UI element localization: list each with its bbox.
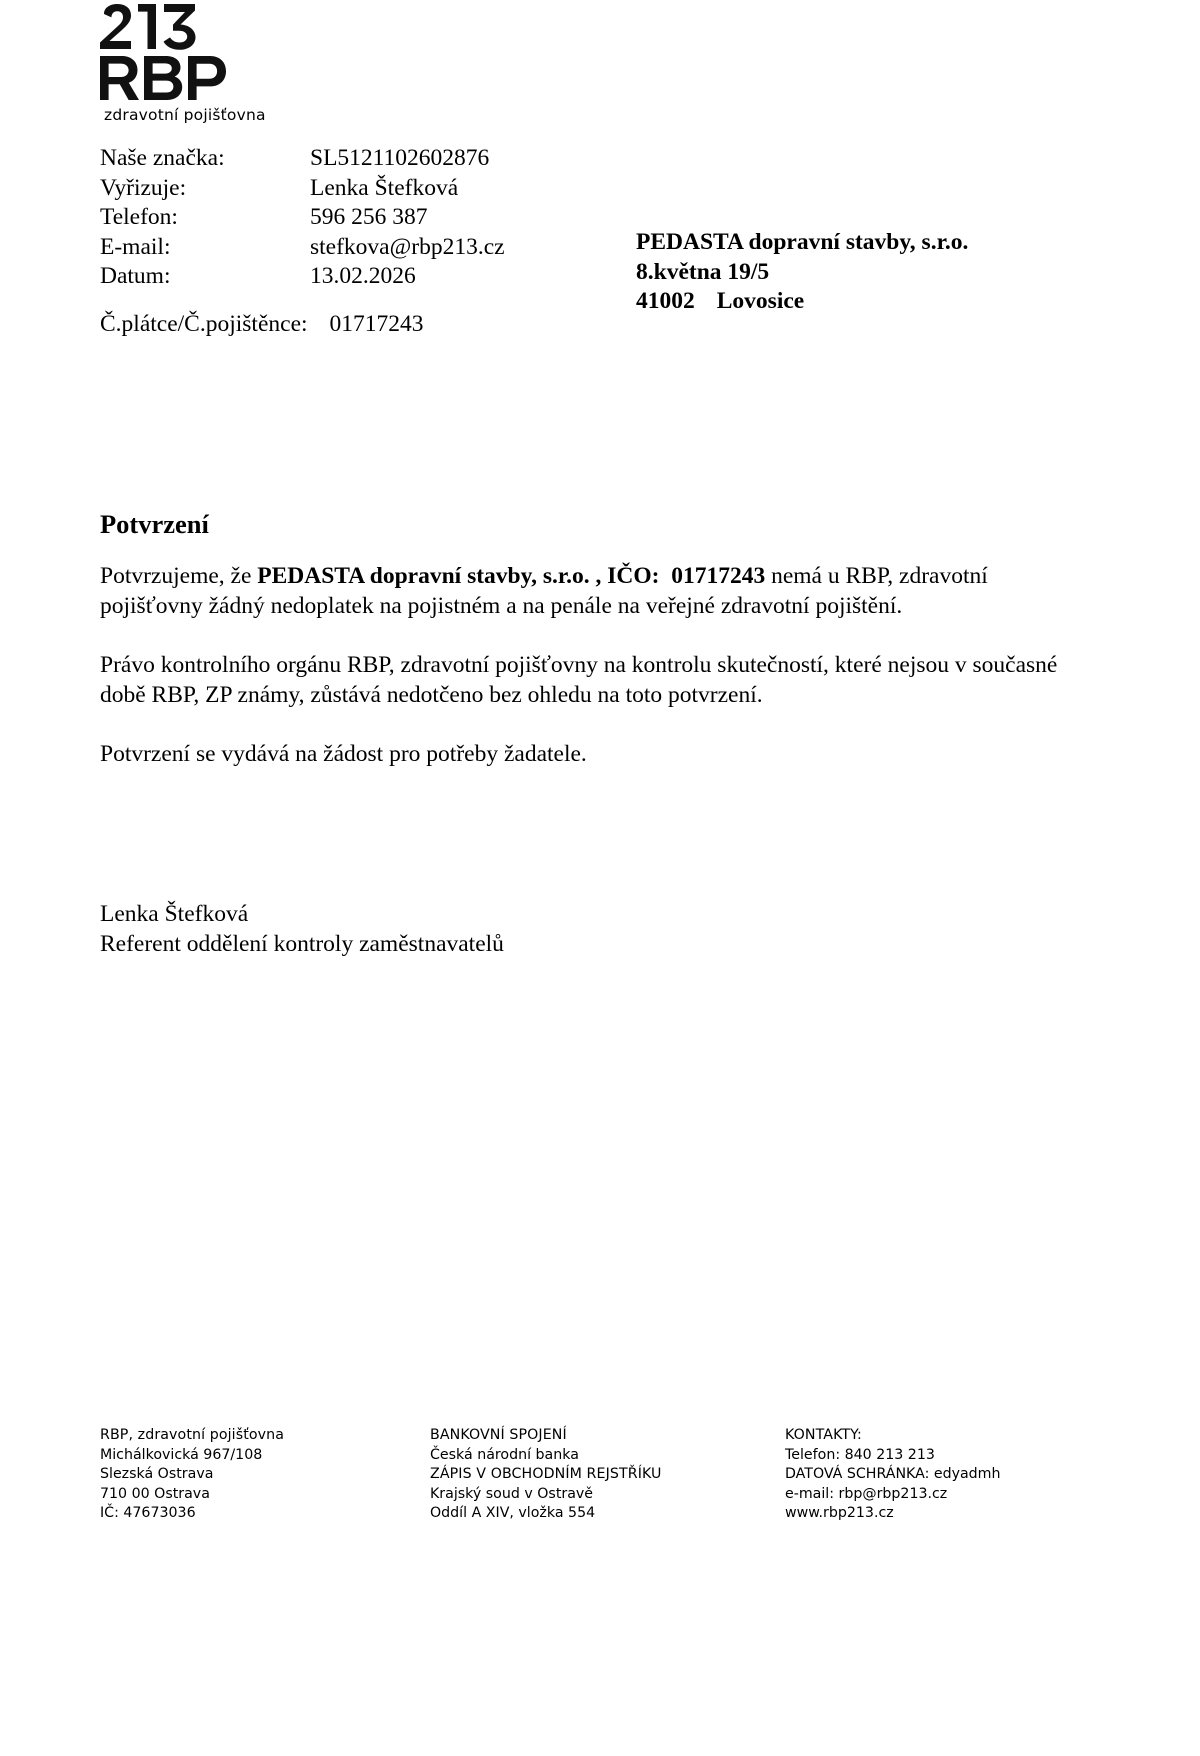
footer-company-district: Slezská Ostrava [100, 1466, 214, 1483]
footer-company-name: RBP, zdravotní pojišťovna [100, 1427, 285, 1443]
footer-contact-web: www.rbp213.cz [785, 1505, 894, 1522]
meta-label-date: Datum: [100, 263, 171, 289]
payer-number-label: Č.plátce/Č.pojištěnce: [100, 311, 308, 337]
letter-metadata [100, 144, 620, 292]
meta-row-reference [100, 144, 620, 174]
recipient-city-line [636, 287, 968, 317]
meta-label-phone: Telefon: [100, 204, 178, 230]
recipient-street: 8.května 19/5 [636, 258, 770, 285]
paragraph-purpose: Potvrzení se vydává na žádost pro potřeby žadatele. [100, 741, 587, 767]
paragraph1-tail: nemá u RBP, zdravotní pojišťovny žádný nedoplatek na pojistném a na penále na veřejné zdravotní pojištění. [100, 563, 988, 619]
meta-label-email: E-mail: [100, 233, 171, 260]
footer-company-ico: IČ: 47673036 [100, 1505, 196, 1522]
footer-column-banking [430, 1426, 785, 1524]
payer-number-value: 01717243 [329, 311, 424, 337]
meta-row-email [100, 233, 620, 263]
paragraph-confirmation [100, 562, 1090, 621]
meta-row-handler [100, 174, 620, 204]
company-logo [100, 4, 330, 124]
meta-row-phone [100, 203, 620, 233]
page-title: Potvrzení [100, 509, 209, 539]
recipient-zip: 41002 [636, 288, 695, 314]
paragraph1-ico: 01717243 [671, 563, 766, 589]
footer-contact-databox: DATOVÁ SCHRÁNKA: edyadmh [785, 1466, 1001, 1483]
meta-row-date [100, 262, 620, 292]
logo-tagline: zdravotní pojišťovna [104, 106, 266, 124]
meta-value-date: 13.02.2026 [310, 263, 416, 289]
footer-contact-email: e-mail: rbp@rbp213.cz [785, 1485, 948, 1502]
meta-value-handler: Lenka Štefková [310, 174, 459, 201]
recipient-city: Lovosice [716, 288, 805, 314]
footer-company-city: 710 00 Ostrava [100, 1485, 210, 1502]
recipient-name: PEDASTA dopravní stavby, s.r.o. [636, 229, 969, 255]
page-footer [100, 1426, 1100, 1524]
signature-name: Lenka Štefková [100, 901, 249, 927]
payer-number-row [100, 310, 424, 340]
signature-block [100, 900, 504, 959]
footer-company-street: Michálkovická 967/108 [100, 1446, 263, 1463]
document-body [100, 562, 1090, 800]
paragraph-control-rights: Právo kontrolního orgánu RBP, zdravotní pojišťovny na kontrolu skutečností, které nejsou v současné době RBP, ZP známy, zůstává nedotčeno bez ohledu na toto potvrzení. [100, 652, 1058, 708]
rbp-logo-icon [100, 4, 248, 104]
paragraph1-lead: Potvrzujeme, že [100, 563, 258, 589]
footer-registry-heading: ZÁPIS V OBCHODNÍM REJSTŘÍKU [430, 1466, 662, 1483]
meta-value-email: stefkova@rbp213.cz [310, 233, 505, 260]
footer-bank-name: Česká národní banka [430, 1446, 579, 1463]
meta-label-reference: Naše značka: [100, 145, 225, 171]
signature-position: Referent oddělení kontroly zaměstnavatelů [100, 930, 504, 957]
meta-value-phone: 596 256 387 [310, 204, 428, 230]
meta-value-reference: SL5121102602876 [310, 145, 490, 171]
footer-registry-court: Krajský soud v Ostravě [430, 1485, 594, 1502]
footer-contact-phone: Telefon: 840 213 213 [785, 1446, 935, 1463]
footer-column-contacts [785, 1426, 1100, 1524]
recipient-address [636, 228, 968, 317]
paragraph1-company: PEDASTA dopravní stavby, s.r.o. , IČO: [257, 563, 660, 589]
footer-registry-section: Oddíl A XIV, vložka 554 [430, 1505, 596, 1522]
footer-banking-heading: BANKOVNÍ SPOJENÍ [430, 1427, 567, 1443]
footer-contacts-heading: KONTAKTY: [785, 1427, 862, 1443]
footer-column-company [100, 1426, 430, 1524]
meta-label-handler: Vyřizuje: [100, 174, 187, 201]
